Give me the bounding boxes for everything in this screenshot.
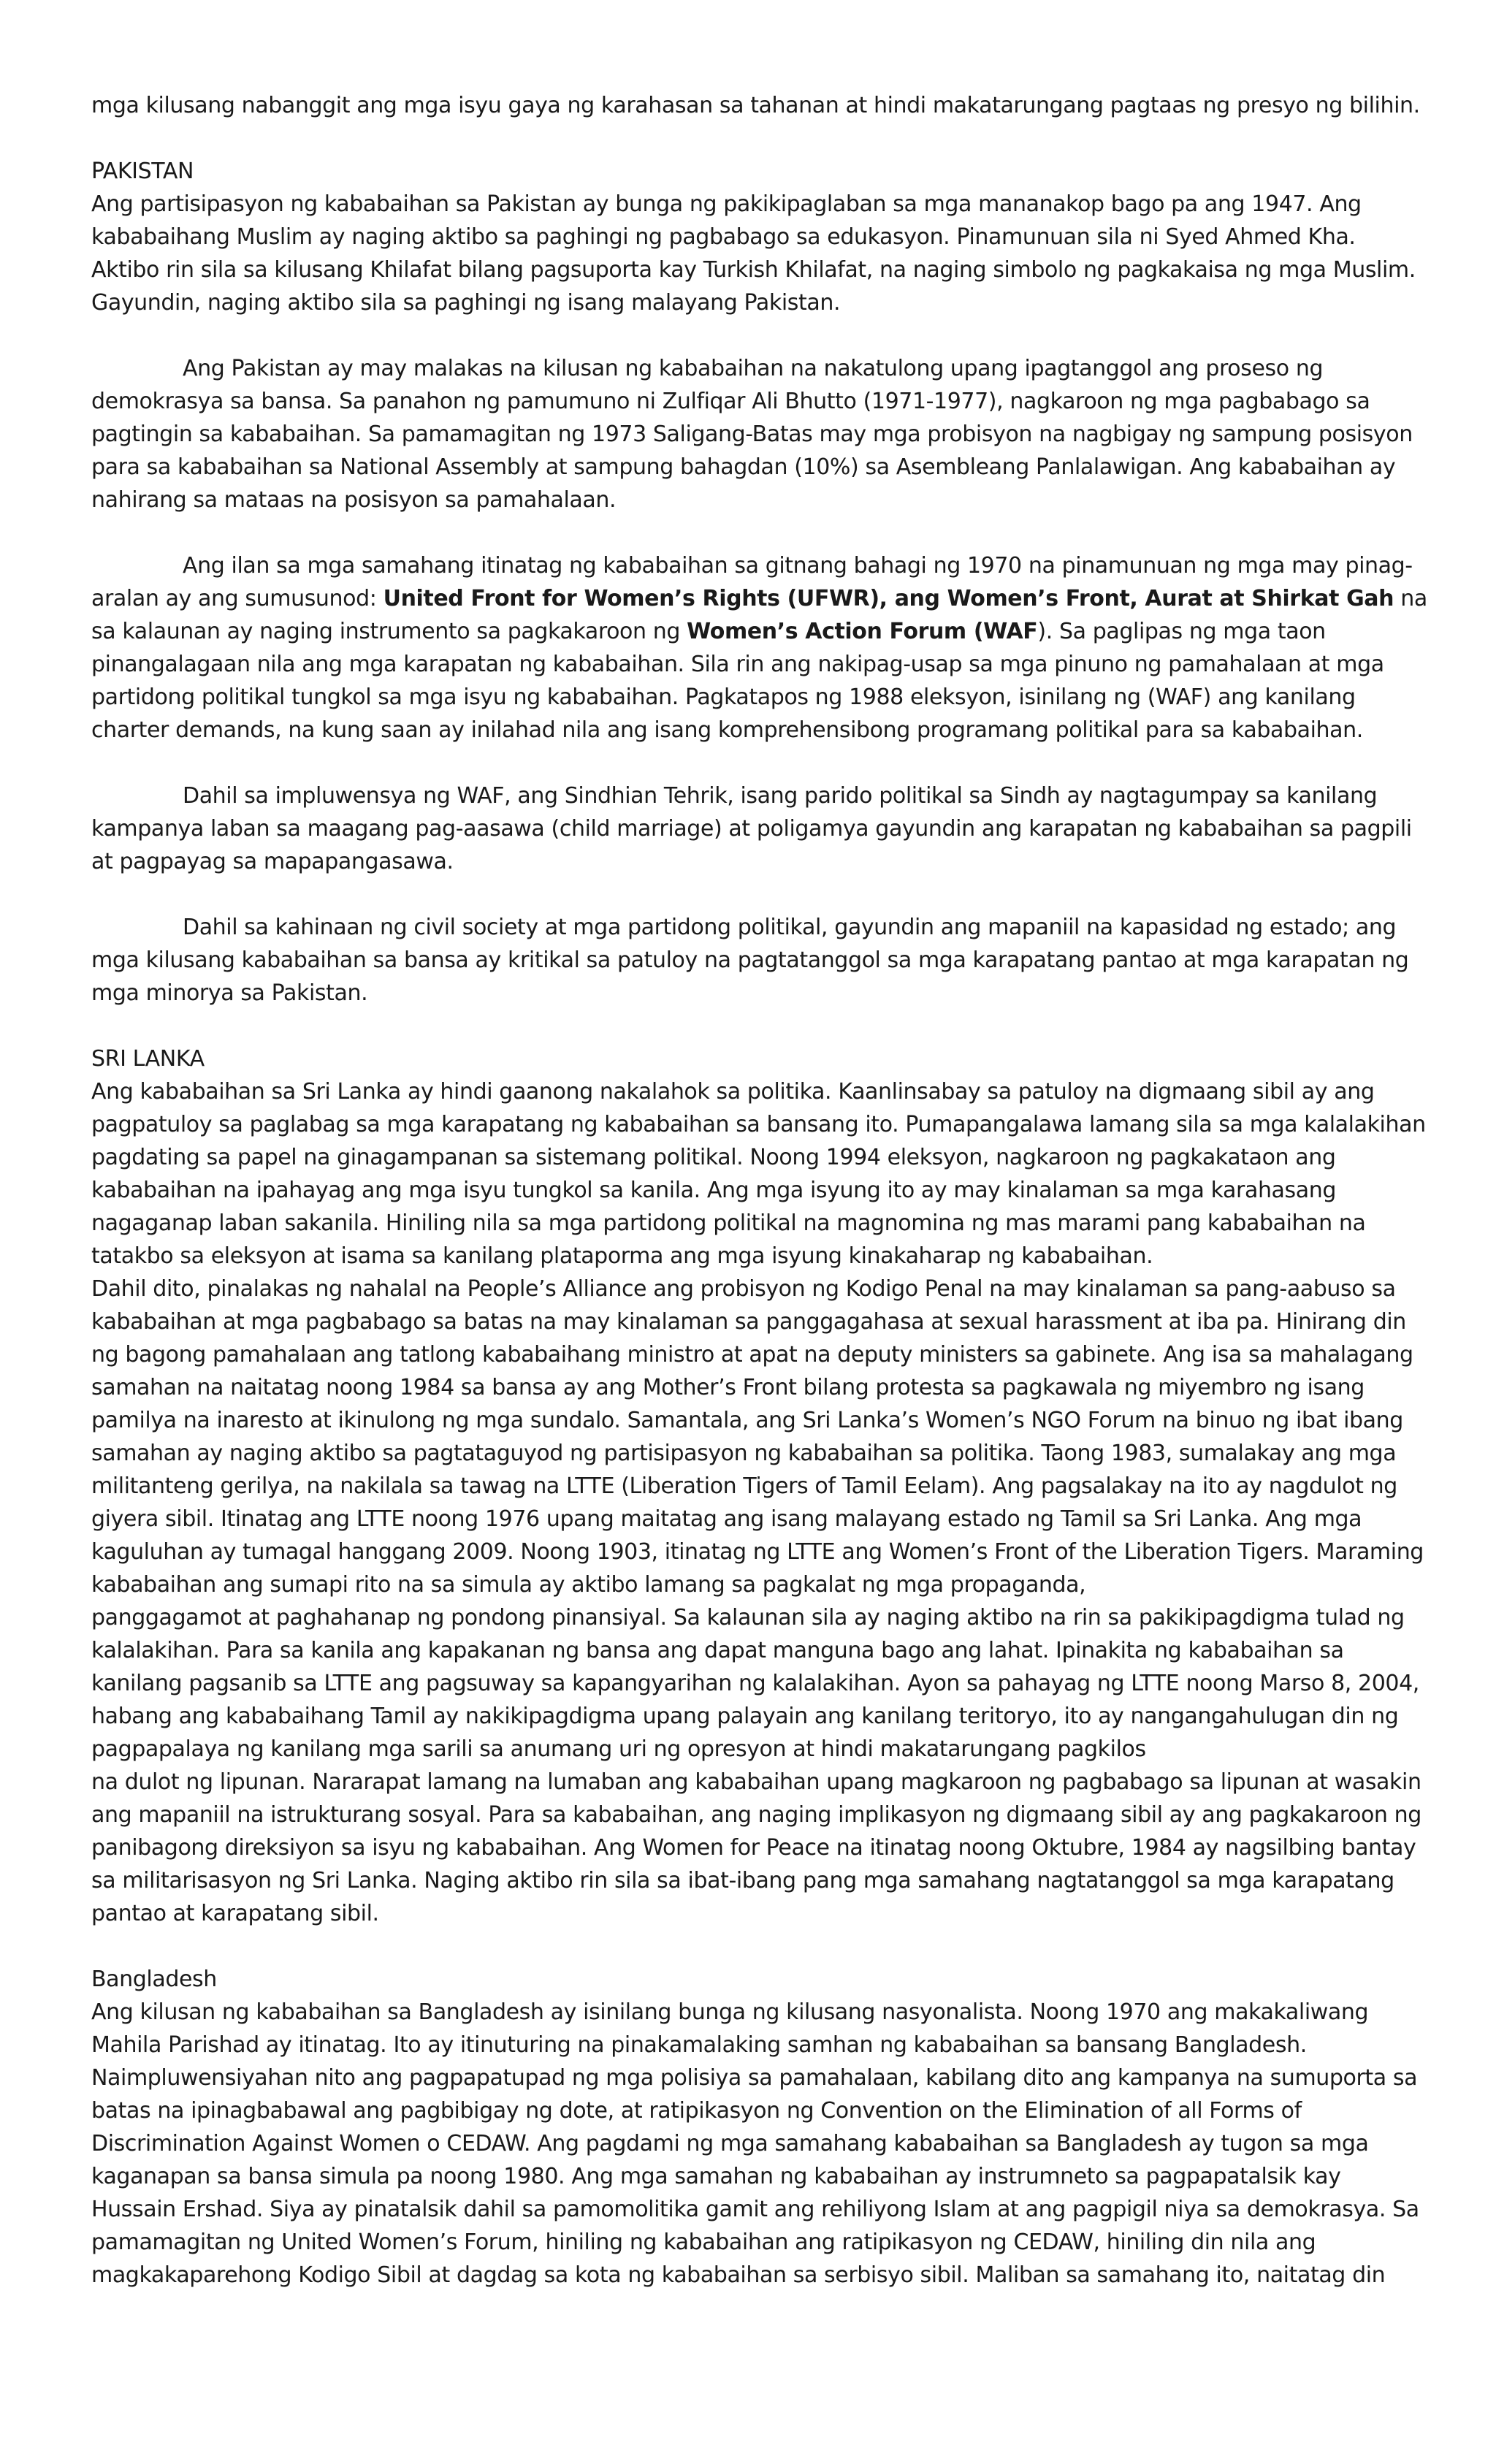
pakistan-p3-bold-waf: Women’s Action Forum (WAF — [687, 619, 1038, 644]
pakistan-p3-text-c: ). Sa paglipas ng mga taon pinangalagaan nila ang mga karapatan ng kababaihan. Sila rin ang nakipag-usap sa mga pinuno ng pamahalaan at mga partidong politikal tungkol sa mga isyu ng kababaihan. Pagkatapos ng 1988 eleksyon, isinilang ng (WAF) ang kanilang charter demands, na kung saan ay inilahad nila ang isang komprehensibong programang politikal para sa kababaihan. — [91, 619, 1384, 743]
spacer — [91, 747, 1428, 779]
spacer — [91, 1010, 1428, 1042]
srilanka-paragraph-1: Ang kababaihan sa Sri Lanka ay hindi gaanong nakalahok sa politika. Kaanlinsabay sa patuloy na digmaang sibil ay ang pagpatuloy sa paglabag sa mga karapatang ng kababaihan sa bansang ito. Pumapangalawa lamang sila sa mga kalalakihan pagdating sa papel na ginagampanan sa sistemang politikal. Noong 1994 eleksyon, nagkaroon ng pagkakataon ang kababaihan na ipahayag ang mga isyu tungkol sa kanila. Ang mga isyung ito ay may kinalaman sa mga karahasang nagaganap laban sakanila. Hiniling nila sa mga partidong politikal na magnomina ng mas marami pang kababaihan na tatakbo sa eleksyon at isama sa kanilang plataporma ang mga isyung kinakaharap ng kababaihan. — [91, 1079, 1426, 1269]
srilanka-paragraph-3: panggagamot at paghahanap ng pondong pinansiyal. Sa kalaunan sila ay naging aktibo na rin sa pakikipagdigma tulad ng kalalakihan. Para sa kanila ang kapakanan ng bansa ang dapat manguna bago ang lahat. Ipinakita ng kababaihan sa kanilang pagsanib sa LTTE ang pagsuway sa kapangyarihan ng kalalakihan. Ayon sa pahayag ng LTTE noong Marso 8, 2004, habang ang kababaihang Tamil ay nakikipagdigma upang palayain ang kanilang teritoryo, ito ay nangangahulugan din ng pagpapalaya ng kanilang mga sarili sa anumang uri ng opresyon at hindi makatarungang pagkilos — [91, 1605, 1419, 1762]
srilanka-paragraph-2: Dahil dito, pinalakas ng nahalal na People’s Alliance ang probisyon ng Kodigo Penal na may kinalaman sa pang-aabuso sa kababaihan at mga pagbabago sa batas na may kinalaman sa panggagahasa at sexual harassment at iba pa. Hinirang din ng bagong pamahalaan ang tatlong kababaihang ministro at apat na deputy ministers sa gabinete. Ang isa sa mahalagang samahan na naitatag noong 1984 sa bansa ay ang Mother’s Front bilang protesta sa pagkawala ng miyembro ng isang pamilya na inaresto at ikinulong ng mga sundalo. Samantala, ang Sri Lanka’s Women’s NGO Forum na binuo ng ibat ibang samahan ay naging aktibo sa pagtataguyod ng partisipasyon ng kababaihan sa politika. Taong 1983, sumalakay ang mga militanteng gerilya, na nakilala sa tawag na LTTE (Liberation Tigers of Tamil Eelam). Ang pagsalakay na ito ay nagdulot ng giyera sibil. Itinatag ang LTTE noong 1976 upang maitatag ang isang malayang estado ng Tamil sa Sri Lanka. Ang mga kaguluhan ay tumagal hanggang 2009. Noong 1903, itinatag ng LTTE ang Women’s Front of the Liberation Tigers. Maraming kababaihan ang sumapi rito na sa simula ay aktibo lamang sa pagkalat ng mga propaganda, — [91, 1276, 1424, 1598]
pakistan-p3-bold-organizations: United Front for Women’s Rights (UFWR), ang Women’s Front, Aurat at Shirkat Gah — [383, 586, 1394, 611]
spacer — [91, 1930, 1428, 1963]
pakistan-p3-text-a: Ang ilan sa mga samahang itinatag ng kababaihan sa gitnang bahagi ng 1970 na pinamunuan ng mga may pinag-aralan ay ang sumusunod: — [91, 553, 1413, 611]
pakistan-paragraph-4: Dahil sa impluwensya ng WAF, ang Sindhian Tehrik, isang parido politikal sa Sindh ay nagtagumpay sa kanilang kampanya laban sa maagang pag-aasawa (child marriage) at poligamya gayundin ang karapatan ng kababaihan sa pagpili at pagpayag sa mapapangasawa. — [91, 783, 1412, 874]
intro-paragraph: mga kilusang nabanggit ang mga isyu gaya ng karahasan sa tahanan at hindi makatarungang pagtaas ng presyo ng bilihin. — [91, 93, 1420, 118]
pakistan-paragraph-1: Ang partisipasyon ng kababaihan sa Pakistan ay bunga ng pakikipaglaban sa mga mananakop bago pa ang 1947. Ang kababaihang Muslim ay naging aktibo sa paghingi ng pagbabago sa edukasyon. Pinamunuan sila ni Syed Ahmed Kha. Aktibo rin sila sa kilusang Khilafat bilang pagsuporta kay Turkish Khilafat, na naging simbolo ng pagkakaisa ng mga Muslim. Gayundin, naging aktibo sila sa paghingi ng isang malayang Pakistan. — [91, 191, 1416, 316]
pakistan-paragraph-2: Ang Pakistan ay may malakas na kilusan ng kababaihan na nakatulong upang ipagtanggol ang proseso ng demokrasya sa bansa. Sa panahon ng pamumuno ni Zulfiqar Ali Bhutto (1971-1977), nagkaroon ng mga pagbabago sa pagtingin sa kababaihan. Sa pamamagitan ng 1973 Saligang-Batas may mga probisyon na nagbigay ng sampung posisyon para sa kababaihan sa National Assembly at sampung bahagdan (10%) sa Asembleang Panlalawigan. Ang kababaihan ay nahirang sa mataas na posisyon sa pamahalaan. — [91, 356, 1413, 513]
spacer — [91, 516, 1428, 549]
pakistan-p3-text-b: na sa kalaunan ay naging instrumento sa pagkakaroon ng — [91, 586, 1427, 644]
srilanka-paragraph-4: na dulot ng lipunan. Nararapat lamang na lumaban ang kababaihan upang magkaroon ng pagbabago sa lipunan at wasakin ang mapaniil na istrukturang sosyal. Para sa kababaihan, ang naging implikasyon ng digmaang sibil ay ang pagkakaroon ng panibagong direksiyon sa isyu ng kababaihan. Ang Women for Peace na itinatag noong Oktubre, 1984 ay nagsilbing bantay sa militarisasyon ng Sri Lanka. Naging aktibo rin sila sa ibat-ibang pang mga samahang nagtatanggol sa mga karapatang pantao at karapatang sibil. — [91, 1769, 1421, 1926]
spacer — [91, 319, 1428, 352]
pakistan-paragraph-5: Dahil sa kahinaan ng civil society at mga partidong politikal, gayundin ang mapaniil na kapasidad ng estado; ang mga kilusang kababaihan sa bansa ay kritikal sa patuloy na pagtatanggol sa mga karapatang pantao at mga karapatan ng mga minorya sa Pakistan. — [91, 915, 1409, 1006]
pakistan-heading: PAKISTAN — [91, 159, 194, 184]
bangladesh-heading: Bangladesh — [91, 1967, 217, 1992]
spacer — [91, 878, 1428, 911]
bangladesh-paragraph-1: Ang kilusan ng kababaihan sa Bangladesh ay isinilang bunga ng kilusang nasyonalista. Noong 1970 ang makakaliwang Mahila Parishad ay itinatag. Ito ay itinuturing na pinakamalaking samhan ng kababaihan sa bansang Bangladesh. Naimpluwensiyahan nito ang pagpapatupad ng mga polisiya sa pamahalaan, kabilang dito ang kampanya na sumuporta sa batas na ipinagbabawal ang pagbibigay ng dote, at ratipikasyon ng Convention on the Elimination of all Forms of Discrimination Against Women o CEDAW. Ang pagdami ng mga samahang kababaihan sa Bangladesh ay tugon sa mga kaganapan sa bansa simula pa noong 1980. Ang mga samahan ng kababaihan ay instrumneto sa pagpapatalsik kay Hussain Ershad. Siya ay pinatalsik dahil sa pamomolitika gamit ang rehiliyong Islam at ang pagpigil niya sa demokrasya. Sa pamamagitan ng United Women’s Forum, hiniling ng kababaihan ang ratipikasyon ng CEDAW, hiniling din nila ang magkakaparehong Kodigo Sibil at dagdag sa kota ng kababaihan sa serbisyo sibil. Maliban sa samahang ito, naitatag din — [91, 1999, 1419, 2288]
spacer — [91, 122, 1428, 155]
pakistan-paragraph-3 — [91, 549, 1428, 747]
document-page — [91, 89, 1428, 2292]
srilanka-heading: SRI LANKA — [91, 1046, 205, 1072]
